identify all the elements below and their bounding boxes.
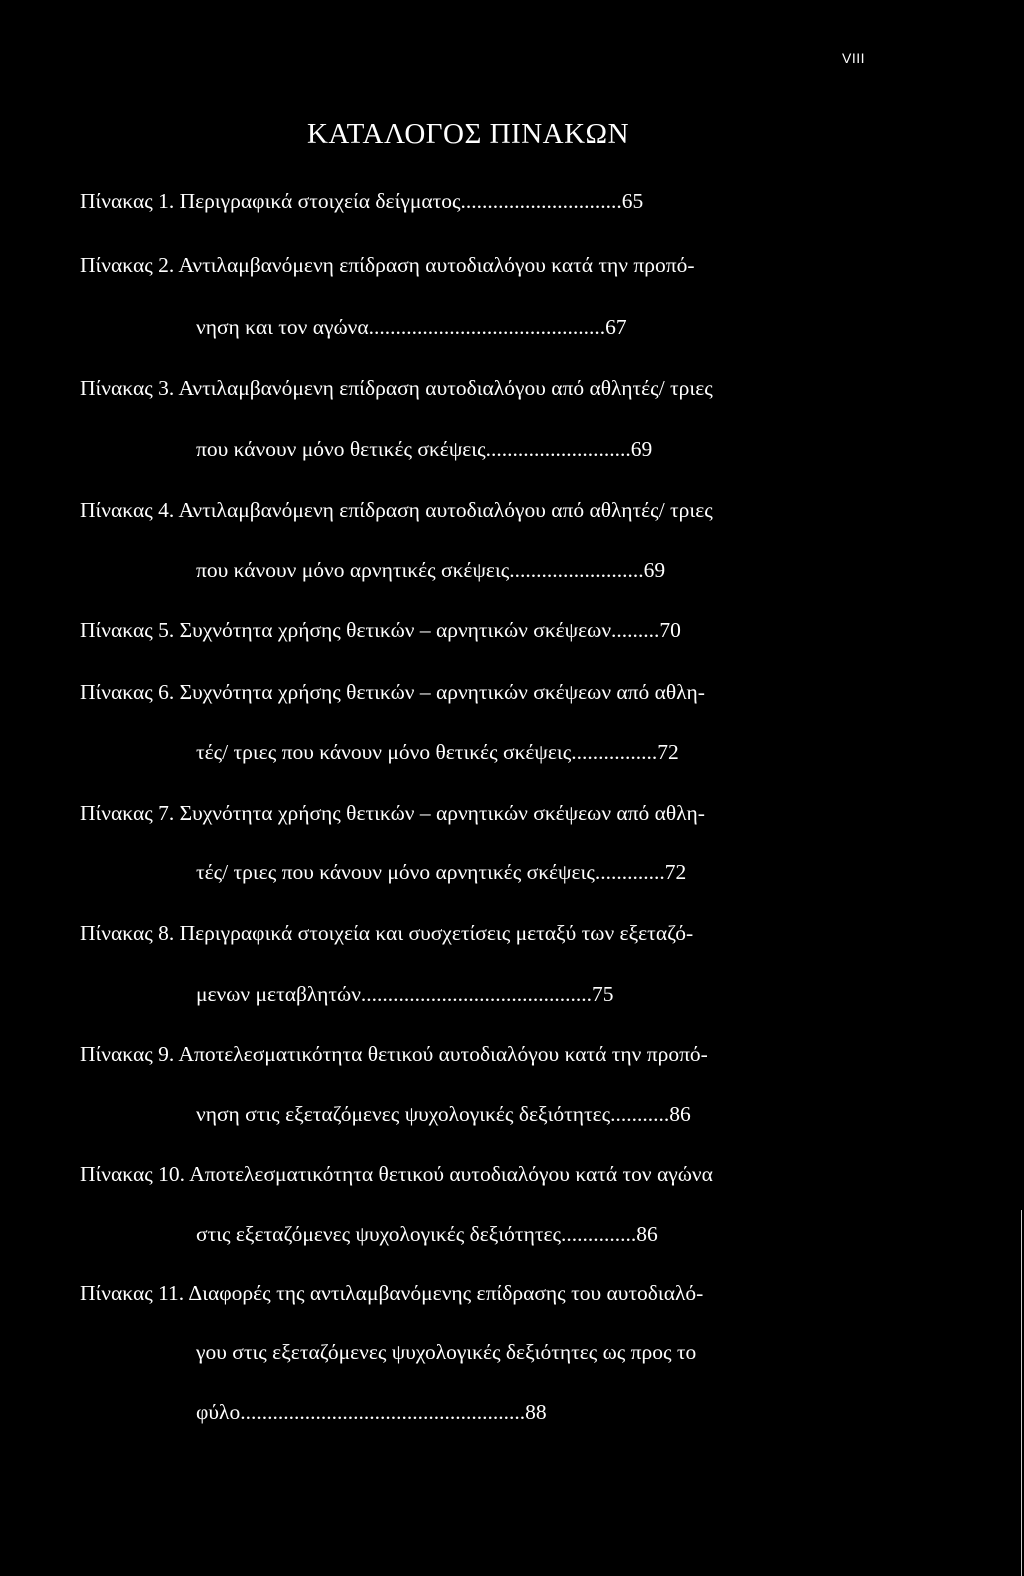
toc-entry-4-line-1: [80, 497, 713, 523]
toc-entry-11-label: Πίνακας 11.: [80, 1281, 185, 1305]
toc-entry-6-text: Συχνότητα χρήσης θετικών – αρνητικών σκέψεων από αθλη-: [179, 680, 705, 704]
toc-entry-6-line-2: τές/ τριες που κάνουν μόνο θετικές σκέψεις................72: [196, 740, 679, 764]
toc-entry-9-label: Πίνακας 9.: [80, 1042, 175, 1066]
toc-entry-3-text: Αντιλαμβανόμενη επίδραση αυτοδιαλόγου από αθλητές/ τριες: [178, 376, 713, 400]
toc-entry-1-text: Περιγραφικά στοιχεία δείγματος..............................65: [179, 189, 644, 213]
toc-entry-10-label: Πίνακας 10.: [80, 1162, 185, 1186]
toc-entry-11-text: Διαφορές της αντιλαμβανόμενης επίδρασης του αυτοδιαλό-: [188, 1281, 704, 1305]
toc-entry-5-line-1: [80, 617, 681, 643]
toc-entry-8-line-2: μενων μεταβλητών...........................................75: [196, 982, 614, 1006]
toc-entry-7-line-2: τές/ τριες που κάνουν μόνο αρνητικές σκέψεις.............72: [196, 860, 687, 884]
toc-entry-1-line-1: [80, 188, 643, 214]
toc-entry-9-line-2: νηση στις εξεταζόμενες ψυχολογικές δεξιότητες...........86: [196, 1102, 691, 1126]
page-title: ΚΑΤΑΛΟΓΟΣ ΠΙΝΑΚΩΝ: [306, 118, 630, 150]
toc-entry-3-line-2: που κάνουν μόνο θετικές σκέψεις...........................69: [196, 437, 653, 461]
toc-entry-5-text: Συχνότητα χρήσης θετικών – αρνητικών σκέψεων.........70: [179, 618, 681, 642]
toc-entry-3-label: Πίνακας 3.: [80, 376, 175, 400]
toc-entry-5-label: Πίνακας 5.: [80, 618, 175, 642]
toc-entry-11-line-3: φύλο.....................................................88: [196, 1400, 547, 1424]
scan-edge-line: [1021, 1210, 1022, 1576]
toc-entry-2-line-1: [80, 252, 695, 278]
toc-entry-11-line-1: [80, 1280, 703, 1306]
toc-entry-10-line-1: [80, 1161, 713, 1187]
toc-entry-8-text: Περιγραφικά στοιχεία και συσχετίσεις μεταξύ των εξεταζό-: [179, 921, 694, 945]
toc-entry-9-line-1: [80, 1041, 708, 1067]
toc-entry-3-line-1: [80, 375, 713, 401]
toc-entry-2-line-2: νηση και τον αγώνα............................................67: [196, 315, 627, 339]
toc-entry-4-line-2: που κάνουν μόνο αρνητικές σκέψεις.........................69: [196, 558, 666, 582]
toc-entry-6-label: Πίνακας 6.: [80, 680, 175, 704]
toc-entry-9-text: Αποτελεσματικότητα θετικού αυτοδιαλόγου κατά την προπό-: [178, 1042, 708, 1066]
toc-entry-10-line-2: στις εξεταζόμενες ψυχολογικές δεξιότητες..............86: [196, 1222, 658, 1246]
toc-entry-8-label: Πίνακας 8.: [80, 921, 175, 945]
toc-entry-7-label: Πίνακας 7.: [80, 801, 175, 825]
toc-entry-1-label: Πίνακας 1.: [80, 189, 175, 213]
toc-entry-4-text: Αντιλαμβανόμενη επίδραση αυτοδιαλόγου από αθλητές/ τριες: [178, 498, 713, 522]
toc-entry-11-line-2: γου στις εξεταζόμενες ψυχολογικές δεξιότητες ως προς το: [196, 1340, 697, 1364]
toc-entry-2-text: Αντιλαμβανόμενη επίδραση αυτοδιαλόγου κατά την προπό-: [178, 253, 695, 277]
toc-entry-4-label: Πίνακας 4.: [80, 498, 175, 522]
toc-entry-2-label: Πίνακας 2.: [80, 253, 175, 277]
toc-entry-10-text: Αποτελεσματικότητα θετικού αυτοδιαλόγου κατά τον αγώνα: [189, 1162, 713, 1186]
toc-entry-6-line-1: [80, 679, 705, 705]
toc-entry-8-line-1: [80, 920, 693, 946]
toc-entry-7-text: Συχνότητα χρήσης θετικών – αρνητικών σκέψεων από αθλη-: [179, 801, 705, 825]
toc-entry-7-line-1: [80, 800, 705, 826]
page-number: VIII: [841, 50, 865, 66]
